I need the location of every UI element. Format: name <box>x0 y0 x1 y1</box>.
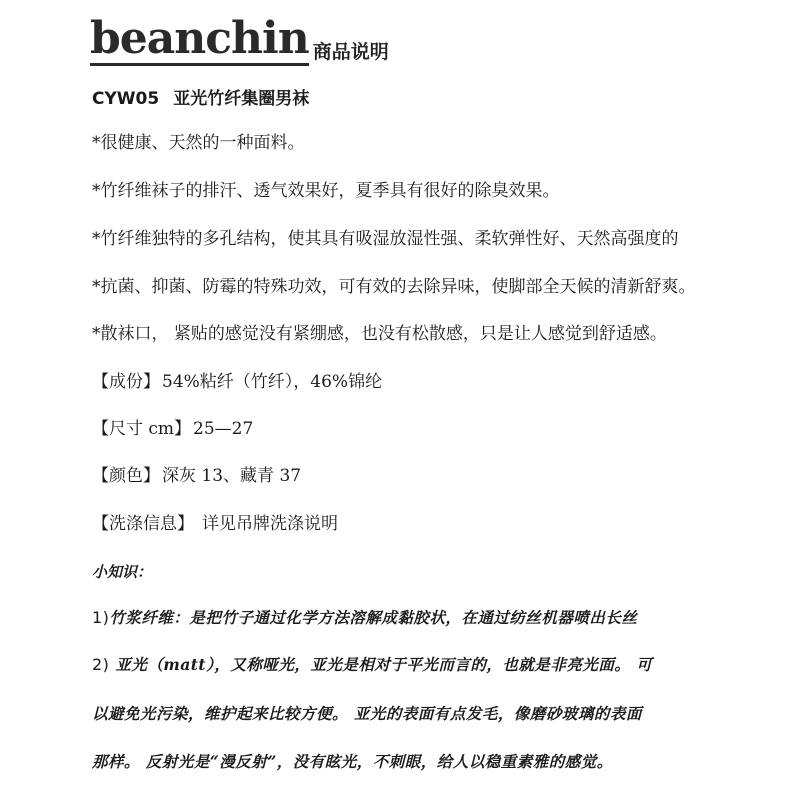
feature-1: *很健康、天然的一种面料。 <box>92 133 305 153</box>
note-1 <box>92 607 637 629</box>
spec-color-label: 【颜色】 <box>92 466 160 486</box>
brand-logo: beanchin <box>90 13 309 64</box>
spec-wash-value: 详见吊牌洗涤说明 <box>202 514 338 534</box>
spec-wash <box>92 513 338 535</box>
notes-heading: 小知识： <box>92 563 153 581</box>
spec-color <box>92 465 301 487</box>
spec-composition-value: 54%粘纤（竹纤），46%锦纶 <box>162 372 383 392</box>
note-2-line-2: 以避免光污染，维护起来比较方便。 亚光的表面有点发毛，像磨砂玻璃的表面 <box>92 704 642 723</box>
feature-4: *抗菌、抑菌、防霉的特殊功效，可有效的去除异味，使脚部全天候的清新舒爽。 <box>92 277 696 297</box>
feature-2: *竹纤维袜子的排汗、透气效果好，夏季具有很好的除臭效果。 <box>92 181 560 201</box>
spec-wash-label: 【洗涤信息】 <box>92 514 194 534</box>
header <box>90 2 389 66</box>
product-title <box>92 88 309 110</box>
feature-5: *散袜口， 紧贴的感觉没有紧绷感，也没有松散感，只是让人感觉到舒适感。 <box>92 324 667 344</box>
note-1-text: 竹浆纤维：是把竹子通过化学方法溶解成黏胶状，在通过纺丝机器喷出长丝 <box>109 608 638 627</box>
note-2-number: 2) <box>92 655 110 674</box>
note-1-number: 1) <box>92 608 110 627</box>
spec-size-value: 25—27 <box>193 419 254 439</box>
note-2-line-1 <box>92 654 652 676</box>
header-title: 商品说明 <box>312 41 389 63</box>
spec-composition-label: 【成份】 <box>92 372 160 392</box>
spec-size-label: 【尺寸 cm】 <box>92 419 192 439</box>
spec-composition <box>92 371 382 393</box>
feature-3: *竹纤维独特的多孔结构，使其具有吸湿放湿性强、柔软弹性好、天然高强度的 <box>92 229 679 249</box>
note-2-line-3: 那样。 反射光是“漫反射”，没有眩光，不刺眼，给人以稳重素雅的感觉。 <box>92 752 613 771</box>
spec-size <box>92 418 253 440</box>
note-2-text-1: 亚光（matt），又称哑光，亚光是相对于平光而言的，也就是非亮光面。 可 <box>115 655 653 674</box>
product-name: 亚光竹纤集圈男袜 <box>173 89 310 109</box>
product-code: CYW05 <box>92 89 160 109</box>
spec-color-value: 深灰 13、藏青 37 <box>162 466 302 486</box>
